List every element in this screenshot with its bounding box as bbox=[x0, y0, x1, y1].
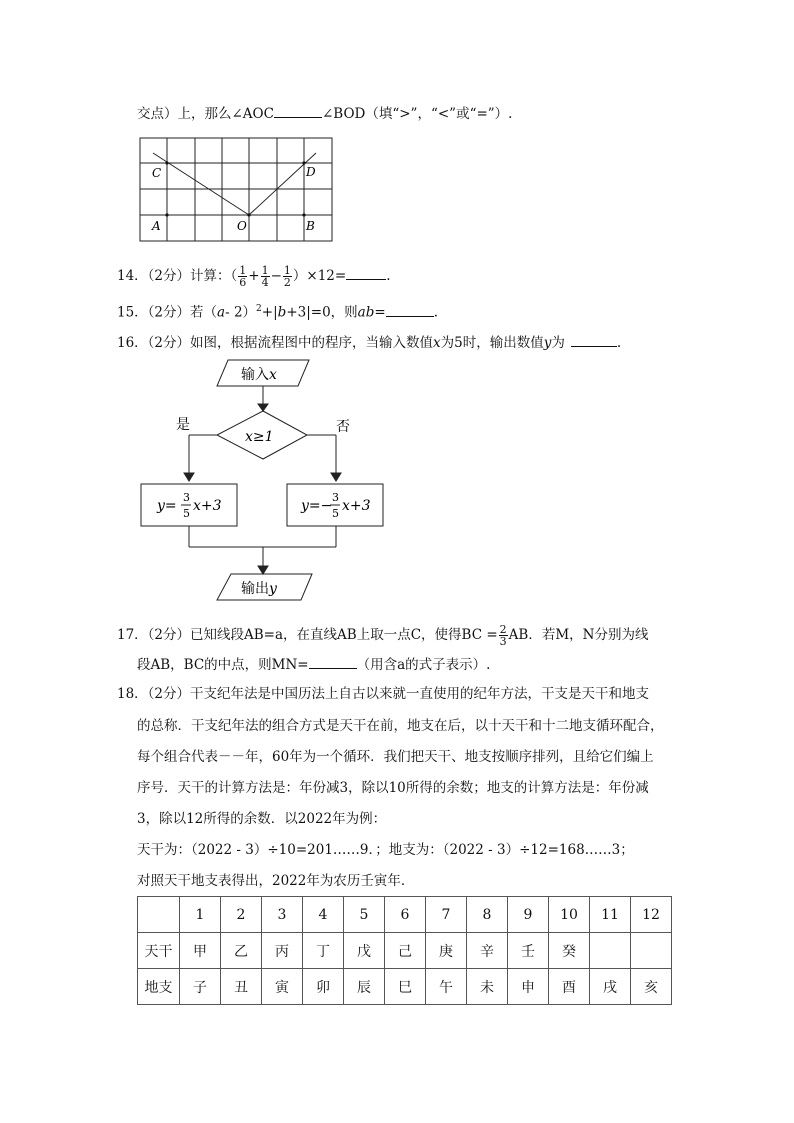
table-row-dizhi: 地支 子 丑 寅 卯 辰 巳 午 未 申 酉 戌 亥 bbox=[138, 969, 672, 1005]
svg-text:3: 3 bbox=[183, 491, 190, 504]
flowchart bbox=[137, 355, 407, 605]
q18-line-5: 3，除以12所得的余数．以2022年为例： bbox=[137, 811, 387, 827]
label-o: O bbox=[237, 219, 247, 233]
q17-frac: $\frac{2}{3}$ bbox=[499, 623, 507, 648]
table-row-tiangan: 天干 甲 乙 丙 丁 戊 己 庚 辛 壬 癸 bbox=[138, 933, 672, 969]
svg-text:输出y: 输出y bbox=[241, 581, 277, 597]
label-a: A bbox=[152, 219, 161, 233]
label-d: D bbox=[306, 165, 316, 179]
no-label: 否 bbox=[336, 419, 350, 435]
q18-line-6: 天干为：（2022 - 3）÷10=201……9．；地支为：（2022 - 3）÷12=168……3； bbox=[137, 842, 634, 858]
q13-text-b: ∠BOD（填“>”，“<”或“=”）. bbox=[321, 106, 513, 122]
svg-text:y=−: y=− bbox=[301, 498, 333, 514]
table-header-row: 1 2 3 4 5 6 7 8 9 10 11 12 bbox=[138, 897, 672, 933]
q14-prefix: 14．（2分）计算：（ bbox=[117, 268, 238, 284]
q17-line-1: 17．（2分）已知线段AB=a，在直线AB上取一点C，使得BC = $\frac{2}{3}$ AB．若M，N分别为线 bbox=[117, 623, 649, 648]
q14-plus: + bbox=[248, 268, 260, 284]
label-c: C bbox=[152, 166, 162, 180]
q14-frac-3: $\frac{1}{2}$ bbox=[283, 264, 291, 289]
q16-answer-blank[interactable] bbox=[571, 333, 617, 347]
label-b: B bbox=[306, 219, 315, 233]
q18-line-4: 序号．天干的计算方法是：年份减3，除以10所得的余数；地支的计算方法是：年份减 bbox=[137, 780, 649, 796]
q15-text: 15．（2分）若（a- 2）$^2$+|b+3|=0，则ab= . bbox=[117, 304, 438, 321]
q17-line-2: 段AB，BC的中点，则MN= （用含a的式子表示）. bbox=[137, 657, 491, 673]
svg-text:3: 3 bbox=[332, 491, 339, 504]
q16-text: 16．（2分）如图，根据流程图中的程序，当输入数值x为5时，输出数值y为 . bbox=[117, 335, 622, 351]
q13-text-a: 交点）上，那么∠AOC bbox=[137, 106, 274, 122]
q18-line-1: 18．（2分）干支纪年法是中国历法上自古以来就一直使用的纪年方法，干支是天干和地支 bbox=[117, 686, 650, 702]
svg-text:x+3: x+3 bbox=[342, 498, 371, 514]
svg-text:x+3: x+3 bbox=[193, 498, 222, 514]
q14-text: 14．（2分）计算：（ $\frac{1}{6}$ + $\frac{1}{4}$ − $\frac{1}{2}$ ）×12= . bbox=[117, 264, 391, 289]
q15-answer-blank[interactable] bbox=[386, 303, 434, 317]
q18-line-7: 对照天干地支表得出，2022年为农历壬寅年． bbox=[137, 873, 415, 889]
svg-text:y=: y= bbox=[157, 498, 177, 514]
q18-line-2: 的总称．干支纪年法的组合方式是天干在前，地支在后，以十天干和十二地支循环配合， bbox=[137, 718, 664, 734]
q13-text bbox=[137, 104, 512, 123]
grid-figure bbox=[139, 137, 335, 243]
ray-od bbox=[249, 153, 316, 215]
svg-text:5: 5 bbox=[332, 507, 339, 520]
decision-condition: x≥1 bbox=[245, 429, 274, 445]
q14-frac-1: $\frac{1}{6}$ bbox=[239, 264, 247, 289]
ganzhi-table bbox=[137, 896, 672, 1005]
q14-minus: − bbox=[270, 268, 282, 284]
q14-frac-2: $\frac{1}{4}$ bbox=[261, 264, 269, 289]
svg-text:输入x: 输入x bbox=[241, 367, 277, 383]
q18-line-3: 每个组合代表－－年，60年为一个循环．我们把天干、地支按顺序排列，且给它们编上 bbox=[137, 749, 654, 765]
q17-answer-blank[interactable] bbox=[309, 655, 357, 669]
svg-text:5: 5 bbox=[183, 507, 190, 520]
q13-answer-blank[interactable] bbox=[274, 104, 322, 118]
q14-suffix: ）×12= bbox=[292, 268, 347, 284]
yes-label: 是 bbox=[176, 417, 190, 433]
q14-answer-blank[interactable] bbox=[346, 266, 386, 280]
